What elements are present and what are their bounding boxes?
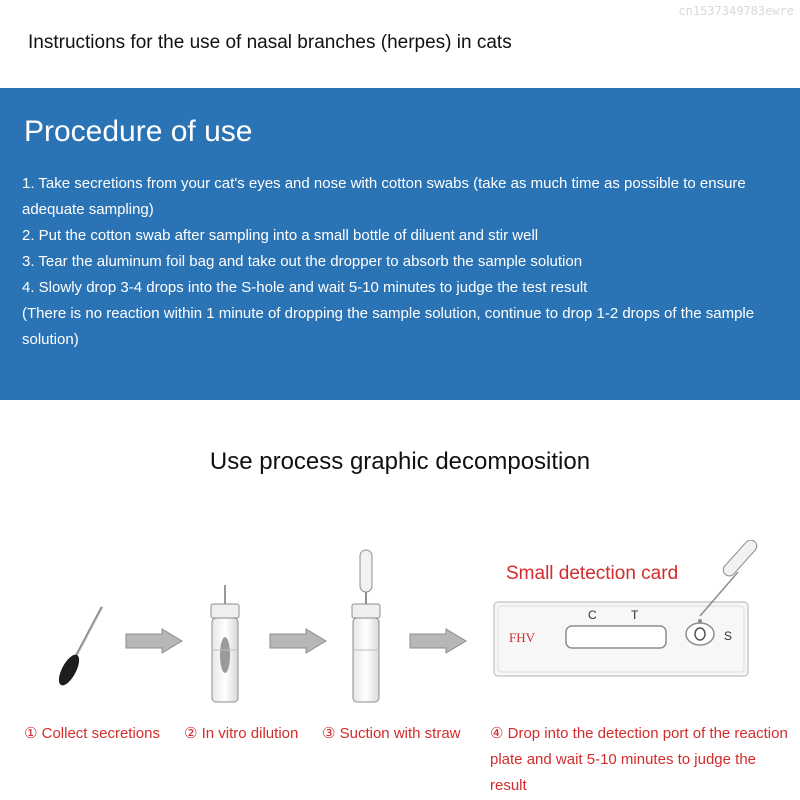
process-illustration [0,540,800,720]
watermark-text: cn1537349783ewre [678,4,794,18]
dropper-tube-icon [352,550,380,702]
step-caption: ① Collect secretions [24,725,160,742]
procedure-panel [0,88,800,400]
dilution-tube-icon [211,585,239,702]
procedure-step: 3. Tear the aluminum foil bag and take out the dropper to absorb the sample solution [22,253,583,270]
procedure-step: 1. Take secretions from your cat's eyes and nose with cotton swabs (take as much time as possible to ensure adequate sampling) [22,175,746,218]
procedure-step: 2. Put the cotton swab after sampling into a small bottle of diluent and stir well [22,227,539,244]
step-caption: ② In vitro dilution [184,725,299,742]
card-c-label: C [588,608,597,622]
card-name-label: FHV [509,630,536,645]
arrow-right-icon [270,629,326,653]
detection-card-icon [494,602,748,676]
arrow-right-icon [410,629,466,653]
procedure-step: 4. Slowly drop 3-4 drops into the S-hole and wait 5-10 minutes to judge the test result [22,279,588,296]
procedure-heading: Procedure of use [24,115,253,148]
card-t-label: T [631,608,639,622]
result-window [566,626,666,648]
arrow-right-icon [126,629,182,653]
page-title: Instructions for the use of nasal branches (herpes) in cats [28,32,512,53]
step-caption: ④ Drop into the detection port of the reaction plate and wait 5-10 minutes to judge the result [490,725,788,794]
graphic-section-heading: Use process graphic decomposition [209,448,591,475]
procedure-steps [22,171,782,353]
procedure-step: (There is no reaction within 1 minute of dropping the sample solution, continue to drop 1-2 drops of the sample solution) [22,305,755,348]
cotton-swab-icon [55,607,103,688]
detection-card-title: Small detection card [506,563,679,584]
step-caption: ③ Suction with straw [322,725,461,742]
card-s-label: S [724,629,733,643]
